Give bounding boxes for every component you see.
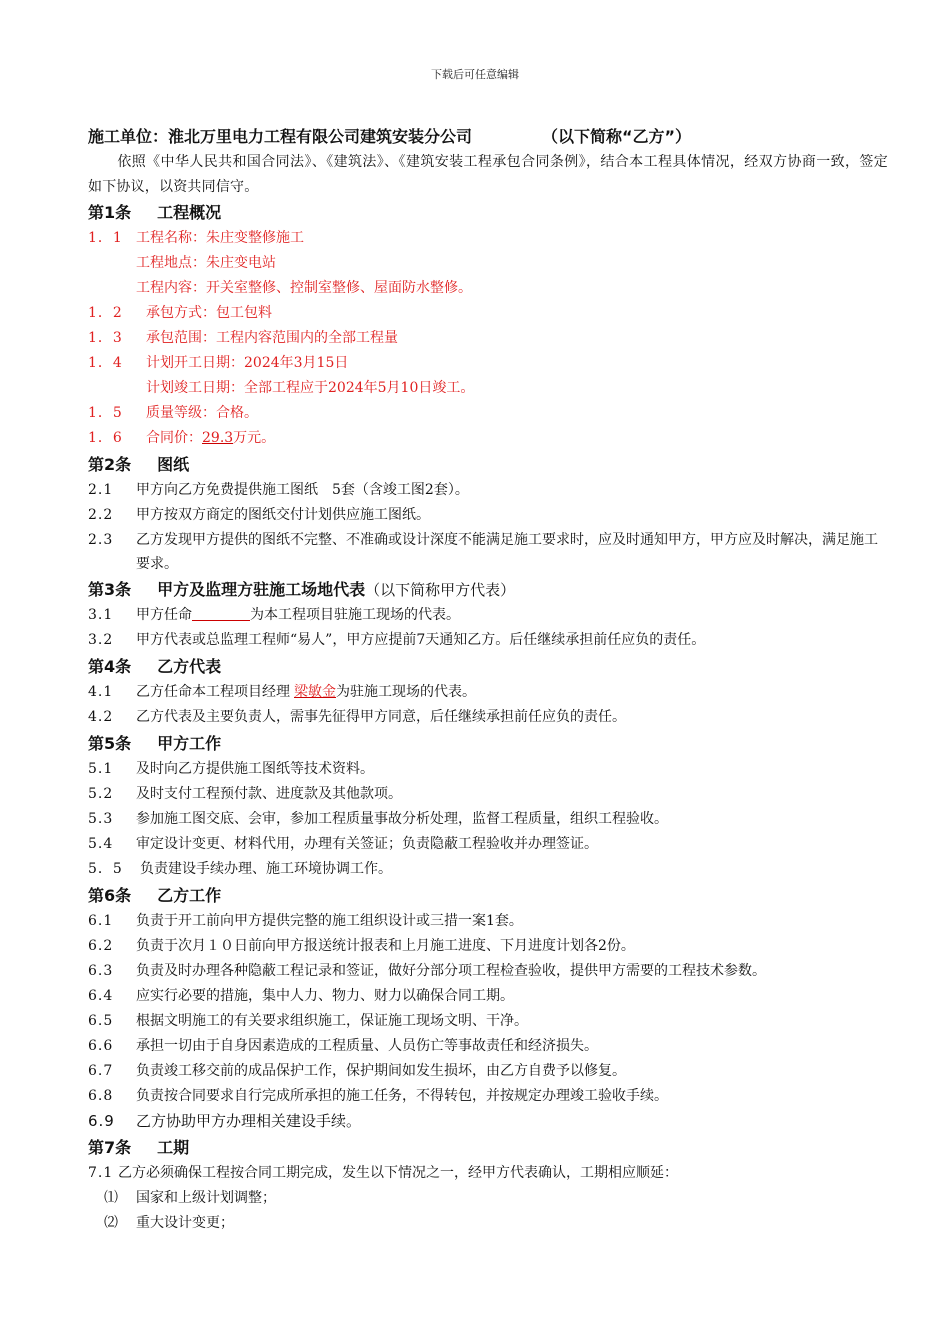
article-6-heading: 第6条 乙方工作 <box>88 886 222 905</box>
article-number: 第1条 <box>88 203 132 222</box>
contractor-abbr: （以下简称“乙方”） <box>542 127 692 146</box>
art7-item-1: 7.1 乙方必须确保工程按合同工期完成，发生以下情况之一，经甲方代表确认，工期相应顺延： <box>88 1165 678 1181</box>
art5-item-4: 5.4 审定设计变更、材料代用，办理有关签证；负责隐蔽工程验收并办理签证。 <box>88 836 598 852</box>
art5-item-2: 5.2 及时支付工程预付款、进度款及其他款项。 <box>88 786 402 802</box>
art6-item-6: 6.6 承担一切由于自身因素造成的工程质量、人员伤亡等事故责任和经济损失。 <box>88 1038 598 1054</box>
article-7-heading: 第7条 工期 <box>88 1138 190 1157</box>
contractor-line <box>88 124 888 150</box>
art6-item-8: 6.8 负责按合同要求自行完成所承担的施工任务，不得转包，并按规定办理竣工验收手续。 <box>88 1088 668 1104</box>
art7-sub-1: ⑴ 国家和上级计划调整； <box>104 1190 276 1206</box>
art3-item-1: 3.1 甲方任命 为本工程项目驻施工现场的代表。 <box>88 607 460 623</box>
art1-item-1: 1．1 工程名称：朱庄变整修施工 <box>88 230 304 246</box>
art6-item-9: 6.9 乙方协助甲方办理相关建设手续。 <box>88 1112 362 1130</box>
art4-item-2: 4.2 乙方代表及主要负责人，需事先征得甲方同意，后任继续承担前任应负的责任。 <box>88 709 626 725</box>
article-3-heading: 第3条 甲方及监理方驻施工场地代表（以下简称甲方代表） <box>88 580 516 599</box>
article-title: 工程概况 <box>157 203 222 222</box>
project-manager-name: 梁敏金 <box>294 684 336 700</box>
art4-item-1: 4.1 乙方任命本工程项目经理 梁敏金为驻施工现场的代表。 <box>88 684 476 700</box>
art6-item-7: 6.7 负责竣工移交前的成品保护工作，保护期间如发生损坏，由乙方自费予以修复。 <box>88 1063 626 1079</box>
art1-price: 1．6 合同价：29.3万元。 <box>88 430 276 446</box>
art1-item-6: 1．4 计划开工日期：2024年3月15日 <box>88 355 349 371</box>
art2-item-1: 2.1 甲方向乙方免费提供施工图纸 5套（含竣工图2套）。 <box>88 482 469 498</box>
contractor-label: 施工单位：淮北万里电力工程有限公司建筑安装分公司 <box>88 127 473 146</box>
art1-item-8: 1．5 质量等级：合格。 <box>88 405 258 421</box>
art3-item-2: 3.2 甲方代表或总监理工程师“易人”，甲方应提前7天通知乙方。后任继续承担前任应负的责任。 <box>88 632 706 648</box>
article-2-heading: 第2条 图纸 <box>88 455 190 474</box>
article-4-heading: 第4条 乙方代表 <box>88 657 222 676</box>
art1-item-5: 1．3 承包范围：工程内容范围内的全部工程量 <box>88 330 398 346</box>
art6-item-1: 6.1 负责于开工前向甲方提供完整的施工组织设计或三措一案1套。 <box>88 913 523 929</box>
art5-item-5: 5．5 负责建设手续办理、施工环境协调工作。 <box>88 861 392 877</box>
art1-item-7: 计划竣工日期：全部工程应于2024年5月10日竣工。 <box>146 380 475 396</box>
representative-blank <box>192 606 250 621</box>
watermark: 下载后可任意编辑 <box>431 68 519 81</box>
art6-item-4: 6.4 应实行必要的措施，集中人力、物力、财力以确保合同工期。 <box>88 988 514 1004</box>
contract-document <box>88 124 888 1236</box>
art1-item-4: 1．2 承包方式：包工包料 <box>88 305 272 321</box>
art5-item-1: 5.1 及时向乙方提供施工图纸等技术资料。 <box>88 761 374 777</box>
art1-item-3: 工程内容：开关室整修、控制室整修、屋面防水整修。 <box>136 280 472 296</box>
art7-sub-2: ⑵ 重大设计变更； <box>104 1215 234 1231</box>
art2-item-2: 2.2 甲方按双方商定的图纸交付计划供应施工图纸。 <box>88 507 430 523</box>
art5-item-3: 5.3 参加施工图交底、会审，参加工程质量事故分析处理，监督工程质量，组织工程验收。 <box>88 811 668 827</box>
art2-item-3: 2.3 乙方发现甲方提供的图纸不完整、不准确或设计深度不能满足施工要求时，应及时通知甲方，甲方应及时解决，满足施工要求。 <box>88 532 878 572</box>
contract-price-value: 29.3 <box>202 430 234 446</box>
art6-item-2: 6.2 负责于次月１０日前向甲方报送统计报表和上月施工进度、下月进度计划各2份。 <box>88 938 635 954</box>
art6-item-5: 6.5 根据文明施工的有关要求组织施工，保证施工现场文明、干净。 <box>88 1013 528 1029</box>
article-5-heading: 第5条 甲方工作 <box>88 734 222 753</box>
art1-item-2: 工程地点：朱庄变电站 <box>136 255 276 271</box>
art6-item-3: 6.3 负责及时办理各种隐蔽工程记录和签证，做好分部分项工程检查验收，提供甲方需要的工程技术参数。 <box>88 963 766 979</box>
article-1-heading <box>88 200 888 226</box>
intro-paragraph: 依照《中华人民共和国合同法》、《建筑法》、《建筑安装工程承包合同条例》，结合本工程具体情况，经双方协商一致，签定如下协议，以资共同信守。 <box>88 154 888 195</box>
